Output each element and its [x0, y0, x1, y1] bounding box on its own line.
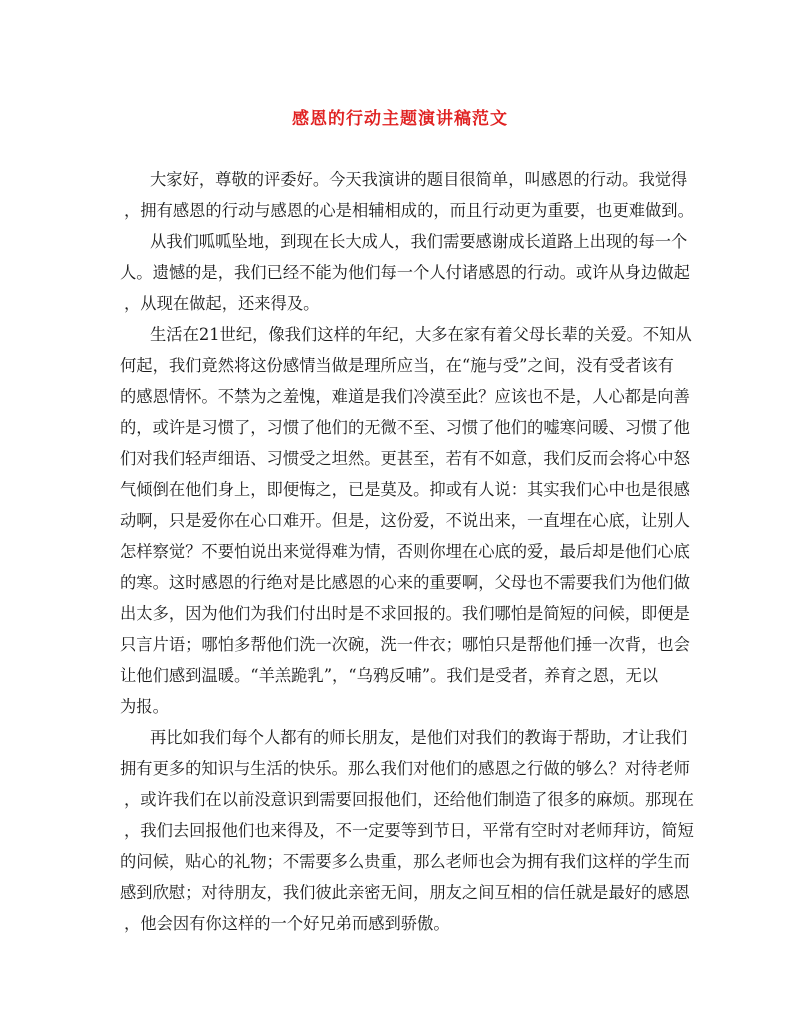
text-line: 让他们感到温暖。“羊羔跪乳”，“乌鸦反哺”。我们是受者，养育之恩，无以 [120, 666, 659, 685]
text-line: 何起，我们竟然将这份感情当做是理所应当，在“施与受”之间，没有受者该有 [120, 356, 674, 375]
text-line: ，拥有感恩的行动与感恩的心是相辅相成的，而且行动更为重要，也更难做到。 [124, 201, 694, 220]
text-line: 气倾倒在他们身上，即便悔之，已是莫及。抑或有人说：其实我们心中也是很感 [120, 480, 690, 499]
text-line: 生活在21世纪，像我们这样的年纪，大多在家有着父母长辈的关爱。不知从 [150, 325, 692, 344]
text-line: ，从现在做起，还来得及。 [124, 294, 320, 313]
text-line: 的，或许是习惯了，习惯了他们的无微不至、习惯了他们的嘘寒问暖、习惯了他 [120, 418, 690, 437]
text-line: 只言片语；哪怕多帮他们洗一次碗，洗一件衣；哪怕只是帮他们捶一次背，也会 [120, 635, 690, 654]
text-line: ，他会因有你这样的一个好兄弟而感到骄傲。 [124, 914, 450, 933]
text-line: 大家好，尊敬的评委好。今天我演讲的题目很简单，叫感恩的行动。我觉得 [150, 170, 688, 189]
text-line: 再比如我们每个人都有的师长朋友，是他们对我们的教诲于帮助，才让我们 [150, 728, 688, 747]
text-line: 们对我们轻声细语、习惯受之坦然。更甚至，若有不如意，我们反而会将心中怒 [120, 449, 690, 468]
document-title: 感恩的行动主题演讲稿范文 [292, 109, 508, 129]
text-line: 为报。 [120, 697, 169, 716]
text-line: 动啊，只是爱你在心口难开。但是，这份爱，不说出来，一直埋在心底，让别人 [120, 511, 690, 530]
text-line: 从我们呱呱坠地，到现在长大成人，我们需要感谢成长道路上出现的每一个 [150, 232, 688, 251]
text-line: 感到欣慰；对待朋友，我们彼此亲密无间，朋友之间互相的信任就是最好的感恩 [120, 883, 690, 902]
text-line: 人。遗憾的是，我们已经不能为他们每一个人付诸感恩的行动。或许从身边做起 [120, 263, 690, 282]
text-line: ，或许我们在以前没意识到需要回报他们，还给他们制造了很多的麻烦。那现在 [124, 790, 694, 809]
text-line: 的寒。这时感恩的行绝对是比感恩的心来的重要啊，父母也不需要我们为他们做 [120, 573, 690, 592]
text-line: 的感恩情怀。不禁为之羞愧，难道是我们冷漠至此？应该也不是，人心都是向善 [120, 387, 690, 406]
text-line: 的问候，贴心的礼物；不需要多么贵重，那么老师也会为拥有我们这样的学生而 [120, 852, 690, 871]
text-line: 怎样察觉？不要怕说出来觉得难为情，否则你埋在心底的爱，最后却是他们心底 [120, 542, 690, 561]
text-line: ，我们去回报他们也来得及，不一定要等到节日，平常有空时对老师拜访，简短 [124, 821, 694, 840]
text-line: 拥有更多的知识与生活的快乐。那么我们对他们的感恩之行做的够么？对待老师 [120, 759, 690, 778]
text-line: 出太多，因为他们为我们付出时是不求回报的。我们哪怕是简短的问候，即便是 [120, 604, 690, 623]
